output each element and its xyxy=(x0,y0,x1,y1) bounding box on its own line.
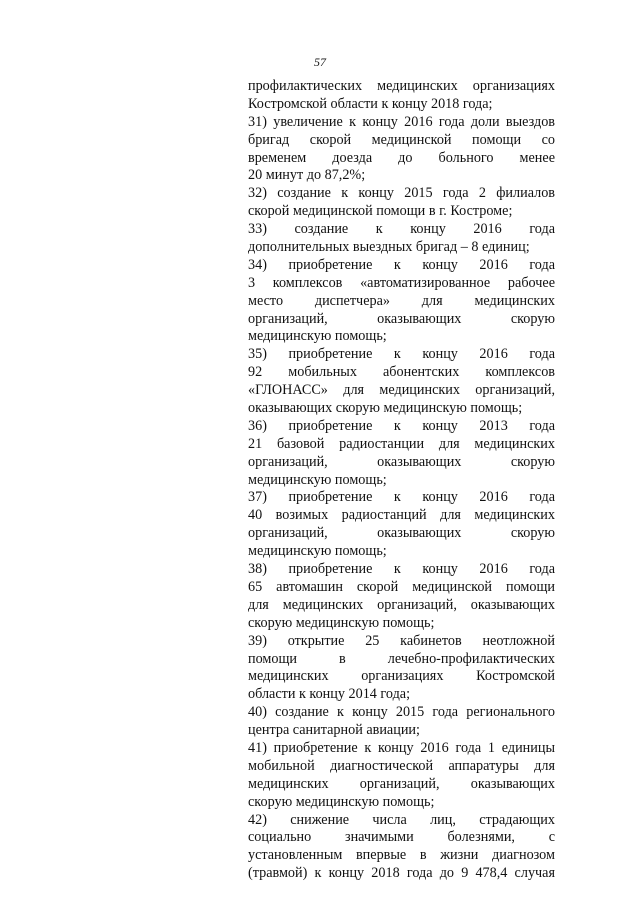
text-line: 34) приобретение к концу 2016 года xyxy=(248,256,555,273)
text-line: медицинских организаций, оказывающих xyxy=(248,775,555,792)
text-line: скорую медицинскую помощь; xyxy=(248,793,435,810)
text-line: для медицинских организаций, оказывающих xyxy=(248,596,555,613)
text-line: скорую медицинскую помощь; xyxy=(248,614,435,631)
text-line: оказывающих скорую медицинскую помощь; xyxy=(248,400,523,417)
document-body xyxy=(248,78,555,883)
text-line: медицинскую помощь; xyxy=(248,471,387,488)
text-line: организаций, оказывающих скорую xyxy=(248,453,555,470)
page-number: 57 xyxy=(314,55,326,69)
text-line: медицинскую помощь; xyxy=(248,543,387,560)
text-line: 37) приобретение к концу 2016 года xyxy=(248,489,555,506)
text-line: медицинскую помощь; xyxy=(248,328,387,345)
text-line: помощи в лечебно-профилактических xyxy=(248,650,555,667)
text-line: 42) снижение числа лиц, страдающих xyxy=(248,811,555,828)
text-line: 40) создание к концу 2015 года регионального xyxy=(248,704,555,721)
text-line: 38) приобретение к концу 2016 года xyxy=(248,561,555,578)
text-line: 31) увеличение к концу 2016 года доли выездов xyxy=(248,113,555,130)
text-line: временем доезда до больного менее xyxy=(248,149,555,166)
text-line: 35) приобретение к концу 2016 года xyxy=(248,346,555,363)
text-line: медицинских организациях Костромской xyxy=(248,668,555,685)
text-line: мобильной диагностической аппаратуры для xyxy=(248,757,555,774)
text-line: дополнительных выездных бригад – 8 единиц; xyxy=(248,239,530,256)
text-line: 65 автомашин скорой медицинской помощи xyxy=(248,578,555,595)
text-line: скорой медицинской помощи в г. Костроме; xyxy=(248,203,513,220)
text-line: 36) приобретение к концу 2013 года xyxy=(248,417,555,434)
text-line: профилактических медицинских организациях xyxy=(248,78,555,94)
text-line: «ГЛОНАСС» для медицинских организаций, xyxy=(248,382,555,399)
text-line: 40 возимых радиостанций для медицинских xyxy=(248,507,555,524)
text-line: (травмой) к концу 2018 года до 9 478,4 случая xyxy=(248,865,555,882)
text-line: области к концу 2014 года; xyxy=(248,686,411,703)
text-line: 32) создание к концу 2015 года 2 филиалов xyxy=(248,185,555,202)
text-line: установленным впервые в жизни диагнозом xyxy=(248,847,555,864)
text-line: бригад скорой медицинской помощи со xyxy=(248,131,555,148)
text-line: 3 комплексов «автоматизированное рабочее xyxy=(248,274,555,291)
text-line: 20 минут до 87,2%; xyxy=(248,167,366,184)
text-line: социально значимыми болезнями, с xyxy=(248,829,555,846)
text-line: 33) создание к концу 2016 года xyxy=(248,221,555,238)
text-line: 39) открытие 25 кабинетов неотложной xyxy=(248,632,555,649)
text-line: организаций, оказывающих скорую xyxy=(248,525,555,542)
text-line: 41) приобретение к концу 2016 года 1 единицы xyxy=(248,739,555,756)
text-line: организаций, оказывающих скорую xyxy=(248,310,555,327)
text-line: 21 базовой радиостанции для медицинских xyxy=(248,435,555,452)
text-line: 92 мобильных абонентских комплексов xyxy=(248,364,555,381)
text-line: место диспетчера» для медицинских xyxy=(248,292,555,309)
text-line: Костромской области к концу 2018 года; xyxy=(248,95,493,112)
text-line: центра санитарной авиации; xyxy=(248,722,420,739)
